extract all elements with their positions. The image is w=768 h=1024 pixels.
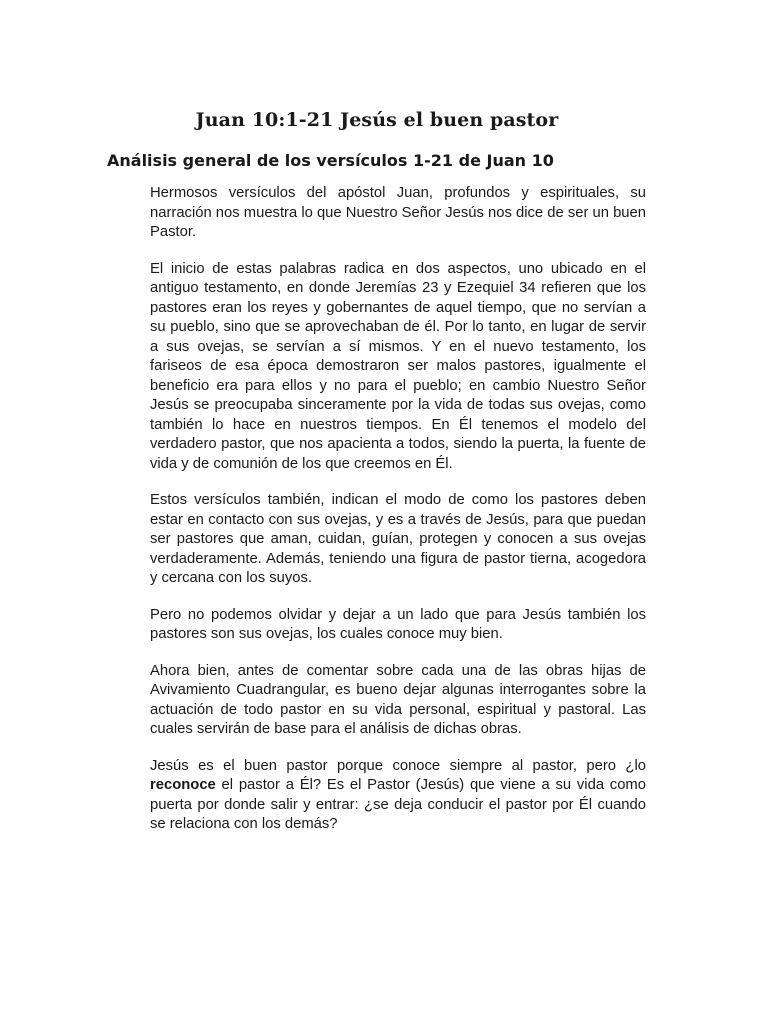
paragraph-origins: El inicio de estas palabras radica en dos aspectos, uno ubicado en el antiguo testamento, en donde Jeremías 23 y Ezequiel 34 refieren que los pastores eran los reyes y gobernantes de aquel tiempo, que no servían a su pueblo, sino que se aprovechaban de él. Por lo tanto, en lugar de servir a sus ovejas, se servían a sí mismos. Y en el nuevo testamento, los fariseos de esa época demostraron ser malos pastores, igualmente el beneficio era para ellos y no para el pueblo; en cambio Nuestro Señor Jesús se preocupaba sinceramente por la vida de todas sus ovejas, como también lo hace en nuestros tiempos. En Él tenemos el modelo del verdadero pastor, que nos apacienta a todos, siendo la puerta, la fuente de vida y de comunión de los que creemos en Él. bbox=[150, 260, 646, 472]
paragraph-intro: Hermosos versículos del apóstol Juan, profundos y espirituales, su narración nos muestra lo que Nuestro Señor Jesús nos dice de ser un buen Pastor. bbox=[150, 185, 646, 240]
paragraph-verses: Estos versículos también, indican el modo de como los pastores deben estar en contacto con sus ovejas, y es a través de Jesús, para que puedan ser pastores que aman, cuidan, guían, protegen y conocen a sus ovejas verdaderamente. Además, teniendo una figura de pastor tierna, acogedora y cercana con los suyos. bbox=[150, 492, 646, 586]
paragraph-good-shepherd bbox=[150, 757, 646, 835]
document-title: Juan 10:1-21 Jesús el buen pastor bbox=[195, 109, 559, 131]
paragraph-text-end: el pastor a Él? Es el Pastor (Jesús) que viene a su vida como puerta por donde salir y entrar: ¿se deja conducir el pastor por Él cuando se relaciona con los demás? bbox=[150, 777, 646, 832]
bold-word: reconoce bbox=[150, 777, 216, 793]
paragraph-text-start: Jesús es el buen pastor porque conoce siempre al pastor, pero ¿lo bbox=[150, 757, 646, 774]
paragraph-pastors-sheep: Pero no podemos olvidar y dejar a un lado que para Jesús también los pastores son sus ovejas, los cuales conoce muy bien. bbox=[150, 606, 646, 642]
document-subtitle: Análisis general de los versículos 1-21 de Juan 10 bbox=[107, 151, 554, 170]
paragraph-questions: Ahora bien, antes de comentar sobre cada una de las obras hijas de Avivamiento Cuadrangular, es bueno dejar algunas interrogantes sobre la actuación de todo pastor en su vida personal, espiritual y pastoral. Las cuales servirán de base para el análisis de dichas obras. bbox=[150, 662, 646, 737]
document-body bbox=[150, 184, 646, 852]
